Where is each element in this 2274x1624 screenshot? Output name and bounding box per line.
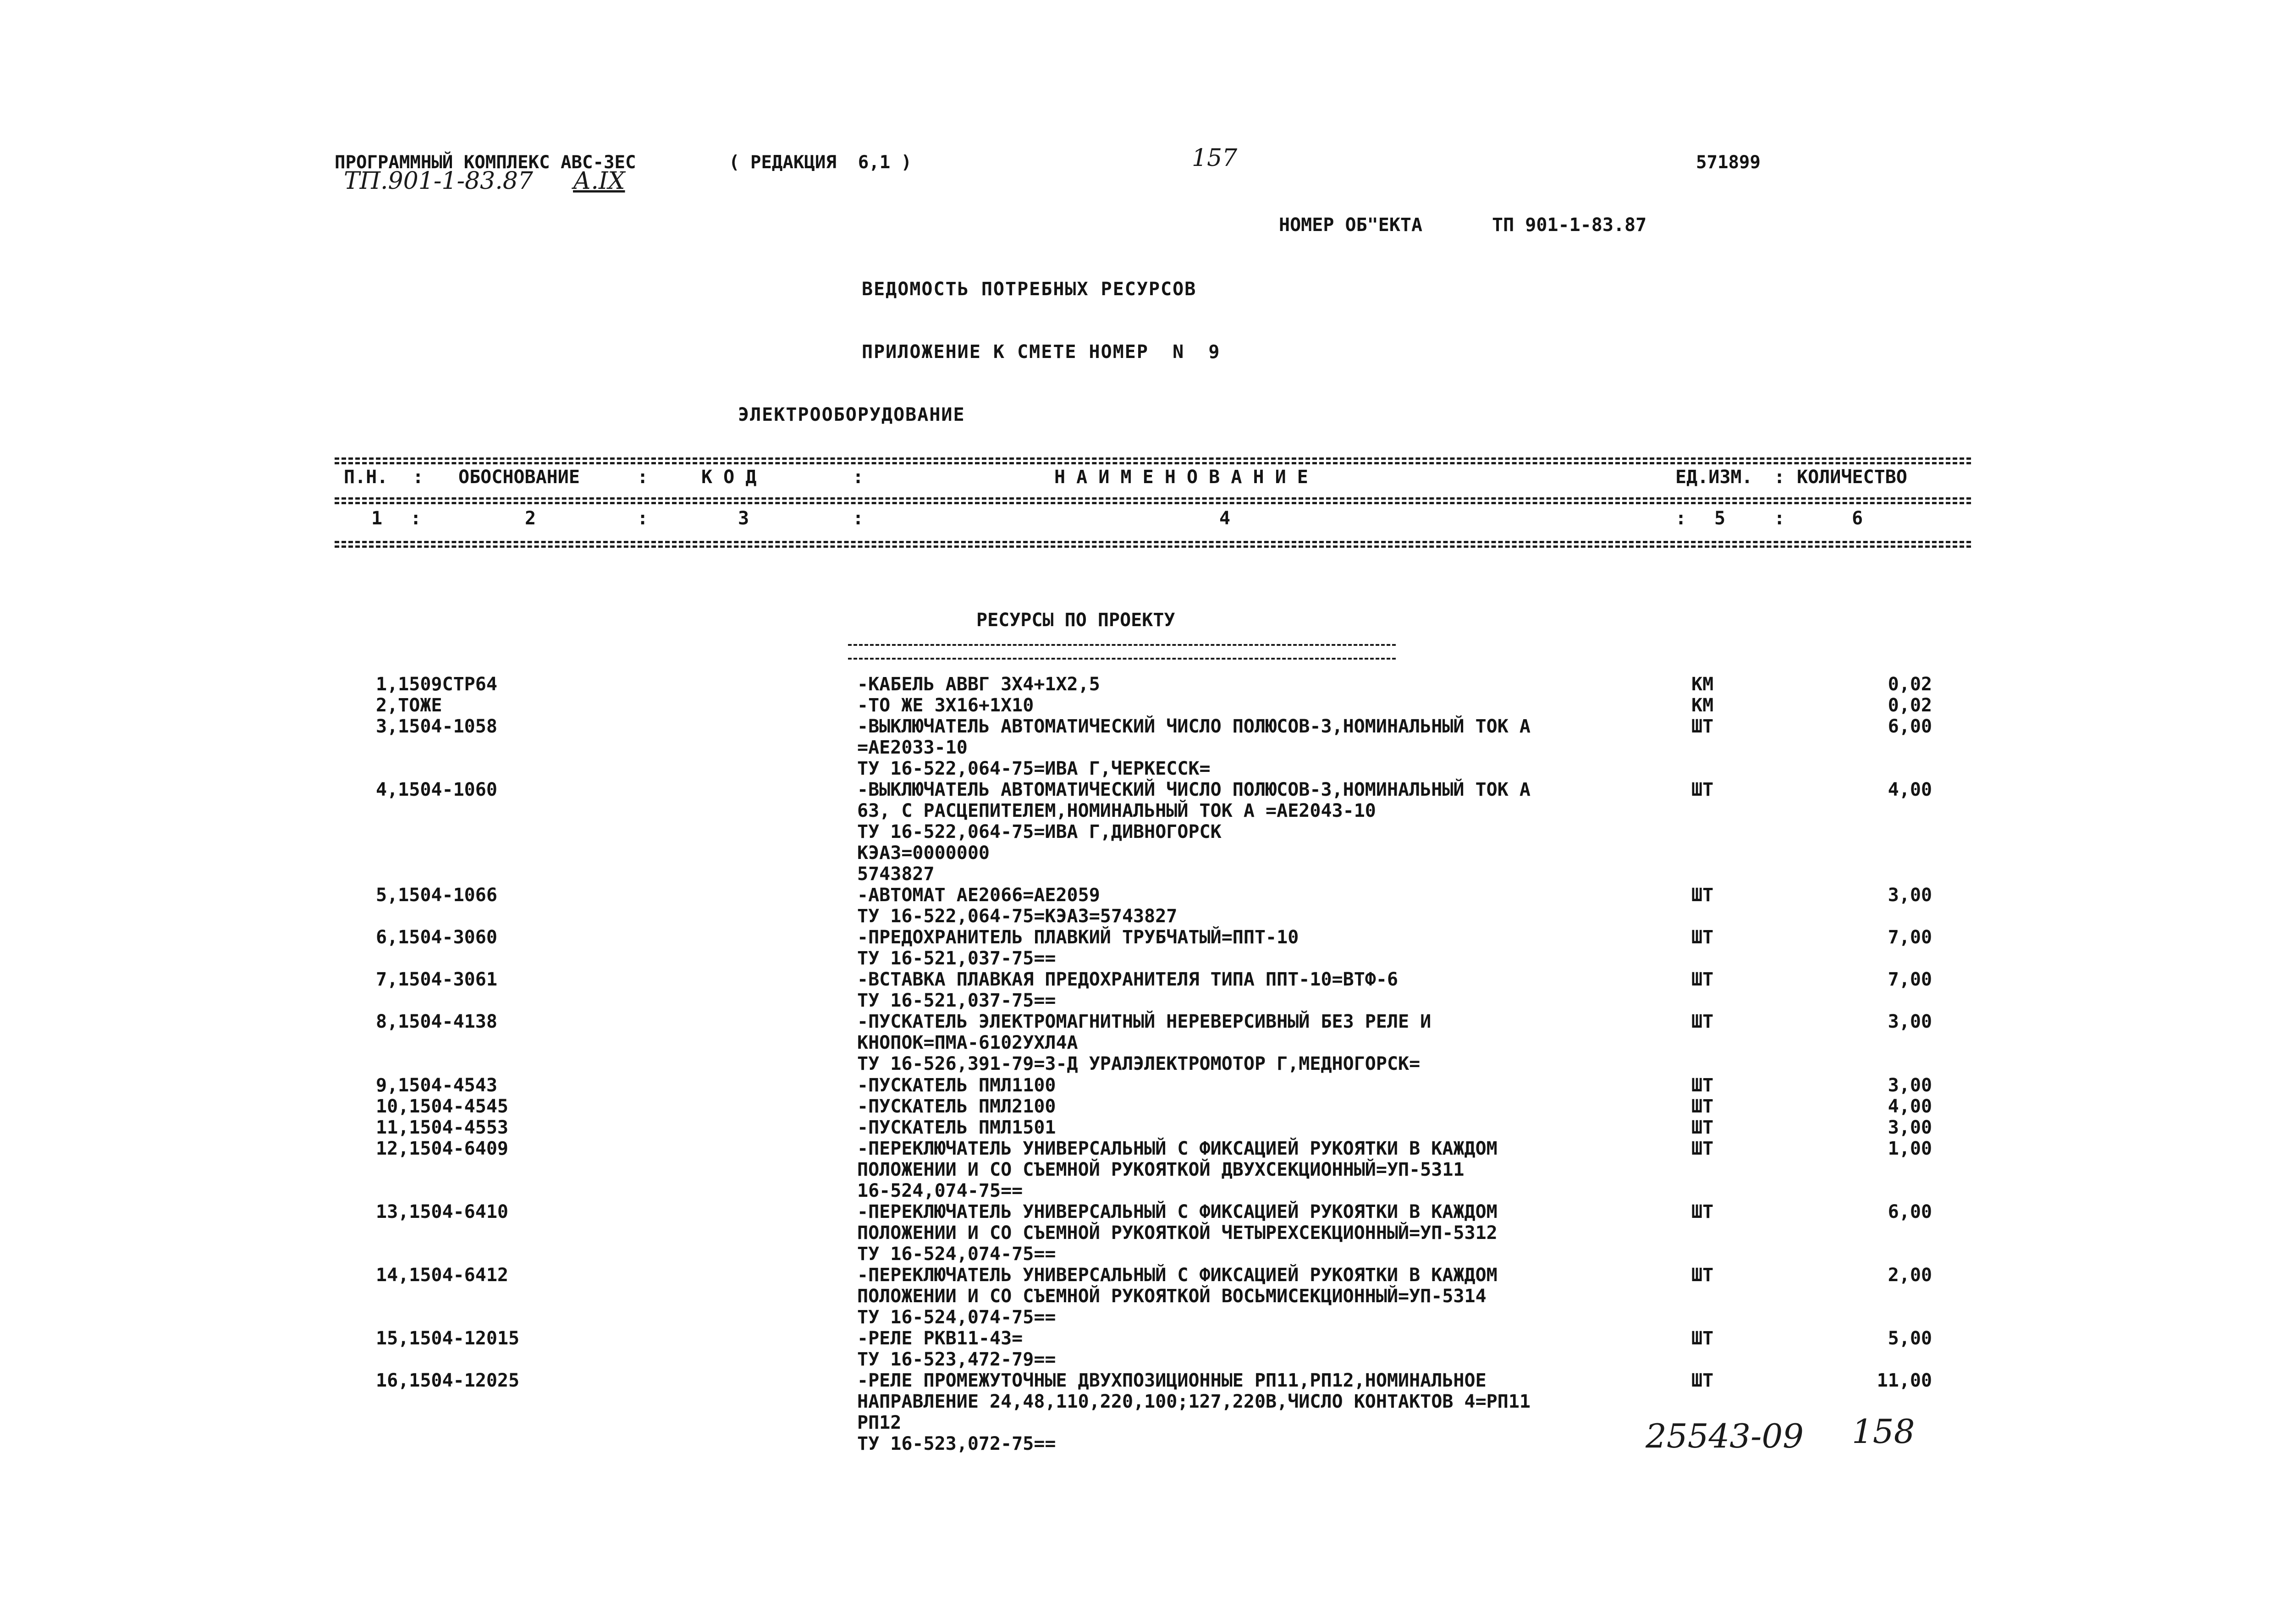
col-separator: :	[413, 467, 424, 488]
col-separator: :	[410, 508, 422, 529]
item-number: 3,1504-1058	[376, 716, 497, 737]
item-quantity: 1,00	[1888, 1138, 1932, 1159]
item-unit: ШТ	[1691, 885, 1714, 906]
item-number: 8,1504-4138	[376, 1011, 497, 1032]
item-number: 7,1504-3061	[376, 969, 497, 990]
item-unit: КМ	[1691, 695, 1714, 716]
project-code-handwritten: ТП.901-1-83.87	[344, 167, 533, 195]
col-separator: :	[853, 467, 864, 488]
col-separator: :	[853, 508, 864, 529]
item-unit: ШТ	[1691, 1117, 1714, 1138]
item-name: -ПЕРЕКЛЮЧАТЕЛЬ УНИВЕРСАЛЬНЫЙ С ФИКСАЦИЕЙ РУКОЯТКИ В КАЖДОМ ПОЛОЖЕНИИ И СО СЪЕМНОЙ РУКОЯТКОЙ ДВУХСЕКЦИОННЫЙ=УП-5311 16-524,074-75==	[857, 1138, 1498, 1201]
section-title: ЭЛЕКТРООБОРУДОВАНИЕ	[738, 404, 965, 425]
item-quantity: 6,00	[1888, 716, 1932, 737]
handwritten-code: 25543-09	[1646, 1417, 1804, 1455]
item-unit: ШТ	[1691, 1370, 1714, 1391]
col-number-5: 5	[1714, 508, 1726, 529]
item-quantity: 0,02	[1888, 674, 1932, 695]
col-header-name: Н А И М Е Н О В А Н И Е	[1054, 467, 1308, 488]
item-name: -ПУСКАТЕЛЬ ПМЛ2100	[857, 1096, 1056, 1117]
item-unit: ШТ	[1691, 969, 1714, 990]
item-number: 16,1504-12025	[376, 1370, 520, 1391]
col-separator: :	[637, 508, 649, 529]
item-quantity: 6,00	[1888, 1201, 1932, 1222]
item-number: 13,1504-6410	[376, 1201, 508, 1222]
col-separator: :	[637, 467, 649, 488]
item-name: -ВЫКЛЮЧАТЕЛЬ АВТОМАТИЧЕСКИЙ ЧИСЛО ПОЛЮСОВ-3,НОМИНАЛЬНЫЙ ТОК А 63, С РАСЦЕПИТЕЛЕМ,НОМИНАЛЬНЫЙ ТОК А =АЕ2043-10 ТУ 16-522,064-75=ИВА Г,ДИВНОГОРСК КЭАЗ=0000000 5743827	[857, 779, 1531, 885]
item-number: 10,1504-4545	[376, 1096, 508, 1117]
item-number: 12,1504-6409	[376, 1138, 508, 1159]
item-number: 5,1504-1066	[376, 885, 497, 906]
item-unit: ШТ	[1691, 1265, 1714, 1286]
item-unit: ШТ	[1691, 1096, 1714, 1117]
item-name: -ПУСКАТЕЛЬ ПМЛ1100	[857, 1075, 1056, 1096]
item-number: 14,1504-6412	[376, 1265, 508, 1286]
handwritten-page: 158	[1852, 1412, 1915, 1451]
page-number-handwritten: 157	[1192, 144, 1238, 172]
item-quantity: 3,00	[1888, 885, 1932, 906]
item-name: -ВСТАВКА ПЛАВКАЯ ПРЕДОХРАНИТЕЛЯ ТИПА ППТ-10=ВТФ-6 ТУ 16-521,037-75==	[857, 969, 1399, 1011]
document-subtitle: ПРИЛОЖЕНИЕ К СМЕТЕ НОМЕР N 9	[862, 341, 1221, 363]
item-name: -КАБЕЛЬ АВВГ 3Х4+1Х2,5	[857, 674, 1100, 695]
document-title: ВЕДОМОСТЬ ПОТРЕБНЫХ РЕСУРСОВ	[862, 279, 1197, 300]
table-header	[0, 467, 2274, 490]
object-number-label: НОМЕР ОБ"ЕКТА	[1279, 215, 1423, 236]
item-quantity: 3,00	[1888, 1011, 1932, 1032]
col-separator: :	[1675, 508, 1687, 529]
col-header-qty: КОЛИЧЕСТВО	[1797, 467, 1907, 488]
item-name: -РЕЛЕ ПРОМЕЖУТОЧНЫЕ ДВУХПОЗИЦИОННЫЕ РП11,РП12,НОМИНАЛЬНОЕ НАПРАВЛЕНИЕ 24,48,110,220,100;127,220В,ЧИСЛО КОНТАКТОВ 4=РП11 РП12 ТУ 16-523,072-75==	[857, 1370, 1531, 1454]
item-quantity: 3,00	[1888, 1075, 1932, 1096]
item-number: 1,1509СТР64	[376, 674, 497, 695]
col-header-unit: ЕД.ИЗМ.	[1675, 467, 1753, 488]
col-number-1: 1	[371, 508, 383, 529]
item-quantity: 4,00	[1888, 779, 1932, 800]
item-name: -ВЫКЛЮЧАТЕЛЬ АВТОМАТИЧЕСКИЙ ЧИСЛО ПОЛЮСОВ-3,НОМИНАЛЬНЫЙ ТОК А =АЕ2033-10 ТУ 16-522,064-75=ИВА Г,ЧЕРКЕССК=	[857, 716, 1531, 779]
col-header-num: П.Н.	[344, 467, 388, 488]
album-handwritten: А.IX	[573, 167, 625, 195]
item-quantity: 3,00	[1888, 1117, 1932, 1138]
col-separator: :	[1774, 467, 1785, 488]
item-unit: ШТ	[1691, 779, 1714, 800]
col-number-6: 6	[1852, 508, 1863, 529]
item-unit: ШТ	[1691, 1328, 1714, 1349]
col-number-2: 2	[525, 508, 536, 529]
item-quantity: 4,00	[1888, 1096, 1932, 1117]
table-column-numbers	[0, 508, 2274, 531]
item-number: 9,1504-4543	[376, 1075, 497, 1096]
item-name: -ПРЕДОХРАНИТЕЛЬ ПЛАВКИЙ ТРУБЧАТЫЙ=ППТ-10 ТУ 16-521,037-75==	[857, 927, 1299, 969]
item-number: 15,1504-12015	[376, 1328, 520, 1349]
item-quantity: 7,00	[1888, 927, 1932, 948]
item-quantity: 5,00	[1888, 1328, 1932, 1349]
item-name: -АВТОМАТ АЕ2066=АЕ2059 ТУ 16-522,064-75=КЭАЗ=5743827	[857, 885, 1178, 927]
item-quantity: 0,02	[1888, 695, 1932, 716]
item-quantity: 11,00	[1877, 1370, 1932, 1391]
item-name: -ПЕРЕКЛЮЧАТЕЛЬ УНИВЕРСАЛЬНЫЙ С ФИКСАЦИЕЙ РУКОЯТКИ В КАЖДОМ ПОЛОЖЕНИИ И СО СЪЕМНОЙ РУКОЯТКОЙ ВОСЬМИСЕКЦИОННЫЙ=УП-5314 ТУ 16-524,074-75==	[857, 1265, 1498, 1328]
item-number: 11,1504-4553	[376, 1117, 508, 1138]
item-number: 2,ТОЖЕ	[376, 695, 442, 716]
table-header-rule	[335, 497, 1971, 500]
item-unit: ШТ	[1691, 1138, 1714, 1159]
object-number: ТП 901-1-83.87	[1492, 215, 1647, 236]
resources-title-underline	[848, 644, 1396, 660]
program-name: ПРОГРАММНЫЙ КОМПЛЕКС АВС-ЗЕС	[335, 152, 636, 173]
item-unit: ШТ	[1691, 927, 1714, 948]
item-unit: ШТ	[1691, 1075, 1714, 1096]
item-quantity: 2,00	[1888, 1265, 1932, 1286]
col-number-3: 3	[738, 508, 749, 529]
item-name: -ПУСКАТЕЛЬ ЭЛЕКТРОМАГНИТНЫЙ НЕРЕВЕРСИВНЫЙ БЕЗ РЕЛЕ И КНОПОК=ПМА-6102УХЛ4А ТУ 16-526,391-79=З-Д УРАЛЭЛЕКТРОМОТОР Г,МЕДНОГОРСК=	[857, 1011, 1432, 1074]
item-name: -РЕЛЕ РКВ11-43= ТУ 16-523,472-79==	[857, 1328, 1056, 1370]
item-number: 4,1504-1060	[376, 779, 497, 800]
item-unit: КМ	[1691, 674, 1714, 695]
item-name: -ПУСКАТЕЛЬ ПМЛ1501	[857, 1117, 1056, 1138]
edition-label: ( РЕДАКЦИЯ 6,1 )	[729, 152, 912, 173]
col-number-4: 4	[1219, 508, 1231, 529]
col-header-basis: ОБОСНОВАНИЕ	[458, 467, 580, 488]
col-header-code: К О Д	[701, 467, 757, 488]
col-separator: :	[1774, 508, 1785, 529]
item-number: 6,1504-3060	[376, 927, 497, 948]
item-name: -ТО ЖЕ 3Х16+1Х10	[857, 695, 1034, 716]
resources-title: РЕСУРСЫ ПО ПРОЕКТУ	[976, 610, 1175, 631]
item-unit: ШТ	[1691, 1201, 1714, 1222]
item-unit: ШТ	[1691, 1011, 1714, 1032]
item-unit: ШТ	[1691, 716, 1714, 737]
item-quantity: 7,00	[1888, 969, 1932, 990]
document-number: 571899	[1696, 152, 1761, 173]
table-top-rule	[335, 457, 1971, 460]
table-bottom-rule	[335, 541, 1971, 543]
item-name: -ПЕРЕКЛЮЧАТЕЛЬ УНИВЕРСАЛЬНЫЙ С ФИКСАЦИЕЙ РУКОЯТКИ В КАЖДОМ ПОЛОЖЕНИИ И СО СЪЕМНОЙ РУКОЯТКОЙ ЧЕТЫРЕХСЕКЦИОННЫЙ=УП-5312 ТУ 16-524,074-75==	[857, 1201, 1498, 1265]
